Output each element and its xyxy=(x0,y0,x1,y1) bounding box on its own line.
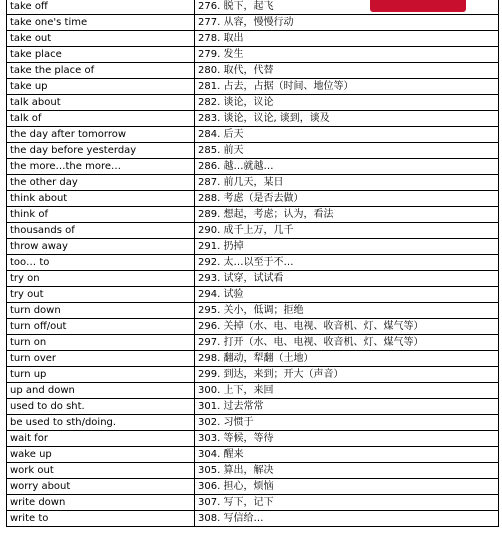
meaning-cell: 288. 考虑（是否去做） xyxy=(195,191,499,207)
table-row xyxy=(7,223,499,239)
meaning-cell: 297. 打开（水、电、电视、收音机、灯、煤气等） xyxy=(195,335,499,351)
table-row xyxy=(7,79,499,95)
meaning-cell: 307. 写下，记下 xyxy=(195,495,499,511)
meaning-cell: 278. 取出 xyxy=(195,31,499,47)
phrase-cell: wake up xyxy=(7,447,195,463)
table-row xyxy=(7,47,499,63)
phrase-table-body xyxy=(7,0,499,527)
phrase-cell: take out xyxy=(7,31,195,47)
meaning-cell: 285. 前天 xyxy=(195,143,499,159)
phrase-cell: try on xyxy=(7,271,195,287)
meaning-cell: 280. 取代，代替 xyxy=(195,63,499,79)
table-row xyxy=(7,303,499,319)
meaning-cell: 291. 扔掉 xyxy=(195,239,499,255)
table-row xyxy=(7,383,499,399)
meaning-cell: 279. 发生 xyxy=(195,47,499,63)
meaning-cell: 286. 越…就越… xyxy=(195,159,499,175)
phrase-cell: turn over xyxy=(7,351,195,367)
table-row xyxy=(7,111,499,127)
table-row xyxy=(7,207,499,223)
meaning-cell: 282. 谈论，议论 xyxy=(195,95,499,111)
meaning-cell: 304. 醒来 xyxy=(195,447,499,463)
phrase-cell: turn down xyxy=(7,303,195,319)
phrase-cell: take one's time xyxy=(7,15,195,31)
table-row xyxy=(7,175,499,191)
meaning-cell: 295. 关小，低调；拒绝 xyxy=(195,303,499,319)
meaning-cell: 306. 担心，烦恼 xyxy=(195,479,499,495)
table-row xyxy=(7,447,499,463)
phrase-cell: used to do sht. xyxy=(7,399,195,415)
table-row xyxy=(7,511,499,527)
table-row xyxy=(7,159,499,175)
meaning-cell: 302. 习惯于 xyxy=(195,415,499,431)
meaning-cell: 283. 谈论，议论, 谈到，谈及 xyxy=(195,111,499,127)
red-stamp-mark xyxy=(370,0,466,12)
phrase-cell: wait for xyxy=(7,431,195,447)
phrase-cell: talk about xyxy=(7,95,195,111)
meaning-cell: 284. 后天 xyxy=(195,127,499,143)
phrase-cell: take up xyxy=(7,79,195,95)
table-row xyxy=(7,335,499,351)
meaning-cell: 294. 试验 xyxy=(195,287,499,303)
phrase-cell: the other day xyxy=(7,175,195,191)
phrase-cell: take place xyxy=(7,47,195,63)
meaning-cell: 277. 从容，慢慢行动 xyxy=(195,15,499,31)
phrase-cell: be used to sth/doing. xyxy=(7,415,195,431)
table-row xyxy=(7,431,499,447)
phrase-table xyxy=(6,0,499,527)
phrase-cell: talk of xyxy=(7,111,195,127)
meaning-cell: 276. 脱下，起飞 xyxy=(195,0,499,15)
phrase-cell: write down xyxy=(7,495,195,511)
table-row xyxy=(7,463,499,479)
phrase-cell: the day after tomorrow xyxy=(7,127,195,143)
meaning-cell: 303. 等候，等待 xyxy=(195,431,499,447)
phrase-cell: the more…the more… xyxy=(7,159,195,175)
table-row xyxy=(7,351,499,367)
phrase-cell: take off xyxy=(7,0,195,15)
table-row xyxy=(7,399,499,415)
phrase-cell: up and down xyxy=(7,383,195,399)
table-row xyxy=(7,95,499,111)
meaning-cell: 281. 占去，占据（时间、地位等） xyxy=(195,79,499,95)
table-row xyxy=(7,271,499,287)
phrase-cell: the day before yesterday xyxy=(7,143,195,159)
table-row xyxy=(7,127,499,143)
meaning-cell: 287. 前几天，某日 xyxy=(195,175,499,191)
meaning-cell: 289. 想起，考虑；认为，看法 xyxy=(195,207,499,223)
table-row xyxy=(7,15,499,31)
table-row xyxy=(7,367,499,383)
phrase-cell: take the place of xyxy=(7,63,195,79)
table-row xyxy=(7,63,499,79)
table-row xyxy=(7,319,499,335)
table-row xyxy=(7,143,499,159)
phrase-cell: throw away xyxy=(7,239,195,255)
meaning-cell: 292. 太…以至于不… xyxy=(195,255,499,271)
meaning-cell: 305. 算出，解决 xyxy=(195,463,499,479)
table-row xyxy=(7,31,499,47)
phrase-cell: work out xyxy=(7,463,195,479)
table-row xyxy=(7,239,499,255)
table-row xyxy=(7,415,499,431)
table-row xyxy=(7,191,499,207)
phrase-cell: try out xyxy=(7,287,195,303)
phrase-cell: turn on xyxy=(7,335,195,351)
meaning-cell: 301. 过去常常 xyxy=(195,399,499,415)
meaning-cell: 300. 上下，来回 xyxy=(195,383,499,399)
phrase-cell: think about xyxy=(7,191,195,207)
table-row xyxy=(7,495,499,511)
phrase-cell: too… to xyxy=(7,255,195,271)
meaning-cell: 290. 成千上万，几千 xyxy=(195,223,499,239)
phrase-cell: write to xyxy=(7,511,195,527)
table-row xyxy=(7,255,499,271)
phrase-cell: turn up xyxy=(7,367,195,383)
meaning-cell: 298. 翻动，犁翻（土地） xyxy=(195,351,499,367)
meaning-cell: 293. 试穿，试试看 xyxy=(195,271,499,287)
meaning-cell: 299. 到达，来到；开大（声音） xyxy=(195,367,499,383)
phrase-cell: turn off/out xyxy=(7,319,195,335)
table-row xyxy=(7,287,499,303)
phrase-cell: thousands of xyxy=(7,223,195,239)
phrase-cell: think of xyxy=(7,207,195,223)
phrase-cell: worry about xyxy=(7,479,195,495)
table-row xyxy=(7,479,499,495)
meaning-cell: 296. 关掉（水、电、电视、收音机、灯、煤气等） xyxy=(195,319,499,335)
meaning-cell: 308. 写信给… xyxy=(195,511,499,527)
